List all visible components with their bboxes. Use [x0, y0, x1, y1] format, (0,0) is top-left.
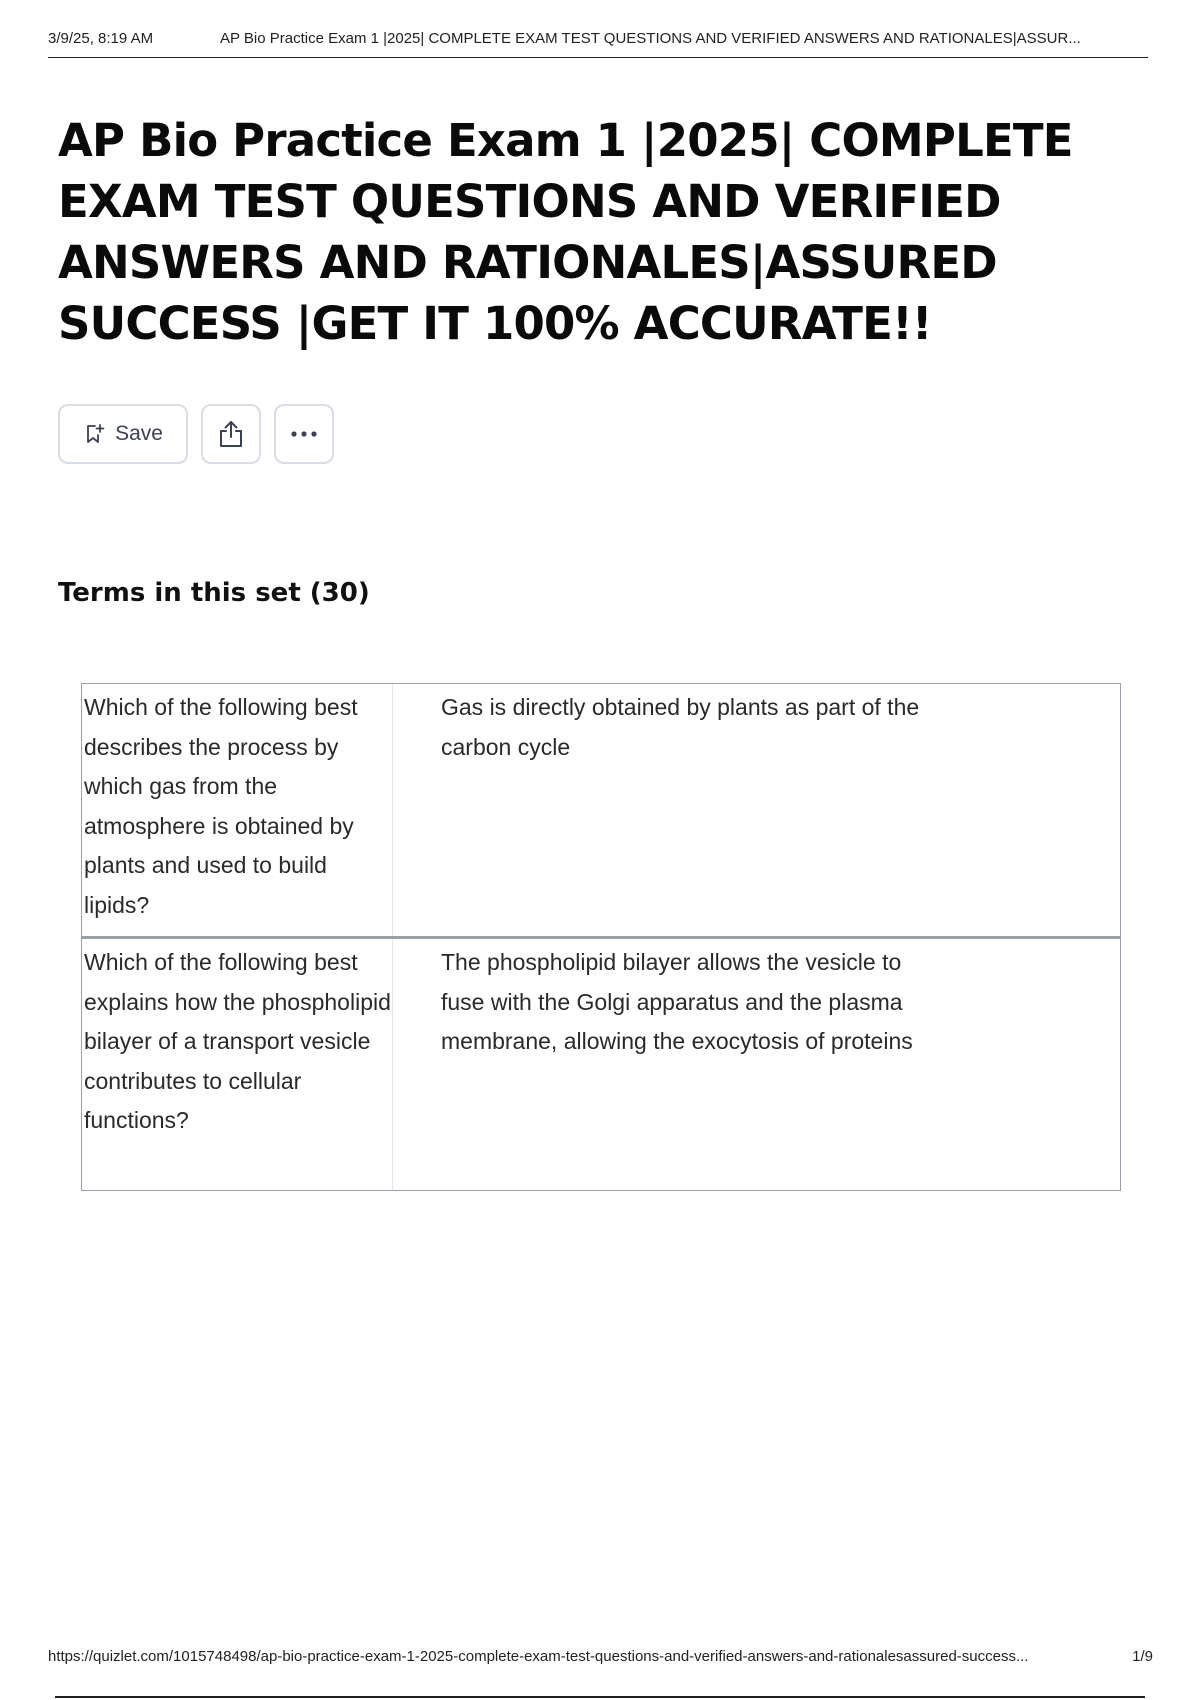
- term-card: [81, 683, 1121, 937]
- term-card: [81, 937, 1121, 1191]
- term-text: Which of the following best explains how the phospholipid bilayer of a transport vesicle contributes to cellular functions?: [82, 939, 393, 1190]
- save-button[interactable]: [58, 404, 188, 464]
- bookmark-plus-icon: [83, 423, 105, 445]
- definition-text: The phospholipid bilayer allows the vesicle to fuse with the Golgi apparatus and the plasma membrane, allowing the exocytosis of proteins: [441, 949, 913, 1054]
- print-page-title: AP Bio Practice Exam 1 |2025| COMPLETE EXAM TEST QUESTIONS AND VERIFIED ANSWERS AND RATIONALES|ASSUR...: [220, 30, 1081, 47]
- print-date: 3/9/25, 8:19 AM: [48, 30, 154, 47]
- more-options-button[interactable]: [274, 404, 334, 464]
- page-title: AP Bio Practice Exam 1 |2025| COMPLETE EXAM TEST QUESTIONS AND VERIFIED ANSWERS AND RATIONALES|ASSURED SUCCESS |GET IT 100% ACCURATE!!: [58, 114, 1073, 350]
- page-number: 1/9: [1132, 1648, 1153, 1665]
- definition-text: Gas is directly obtained by plants as part of the carbon cycle: [441, 694, 920, 760]
- page-url: https://quizlet.com/1015748498/ap-bio-practice-exam-1-2025-complete-exam-test-questions-and-verified-answers-and-rationalesassured-success...: [48, 1648, 1029, 1665]
- set-actions-toolbar: [58, 404, 334, 464]
- print-header: [48, 30, 1148, 58]
- footer-divider: [55, 1696, 1145, 1698]
- terms-heading: Terms in this set (30): [58, 578, 370, 608]
- terms-list: [81, 683, 1121, 1191]
- share-icon: [217, 419, 245, 449]
- more-horizontal-icon: [290, 430, 318, 438]
- share-button[interactable]: [201, 404, 261, 464]
- save-label: Save: [115, 422, 163, 445]
- term-text: Which of the following best describes the process by which gas from the atmosphere is obtained by plants and used to build lipids?: [82, 684, 393, 936]
